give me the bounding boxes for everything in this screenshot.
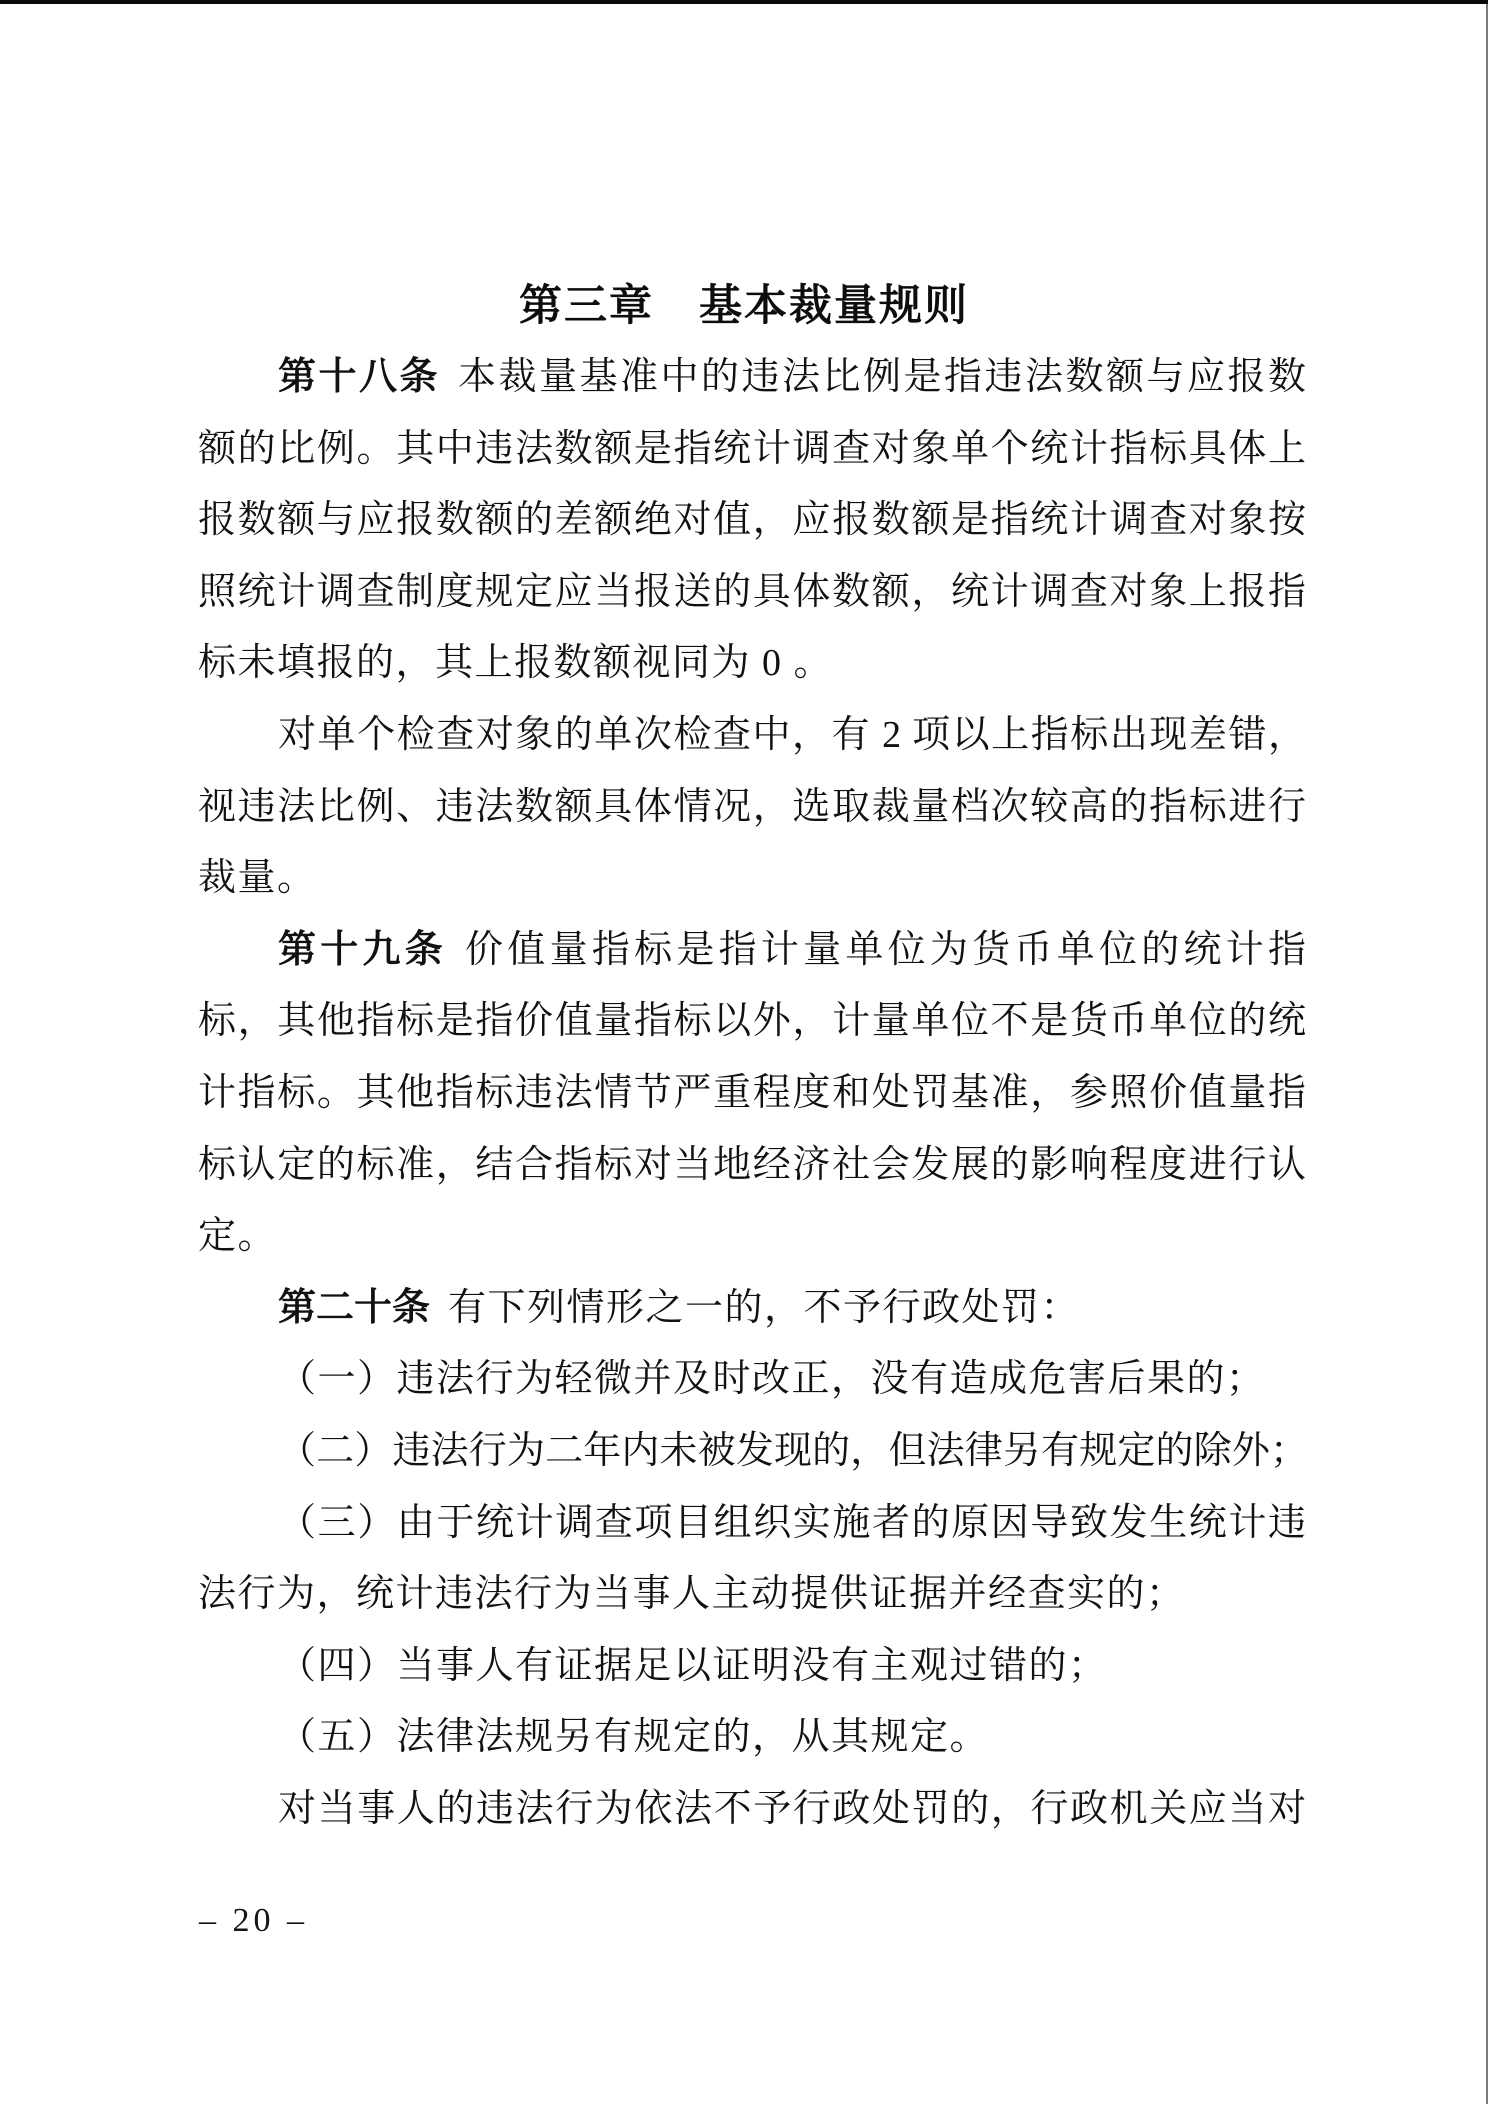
paragraph-line <box>198 1559 1306 1631</box>
paragraph-line <box>198 342 1306 414</box>
line-text: 定。 <box>198 1215 278 1258</box>
line-text: 对单个检查对象的单次检查中，有 2 项以上指标出现差错， <box>278 713 1306 756</box>
scan-top-edge <box>0 0 1488 4</box>
paragraph-line <box>198 915 1306 987</box>
chapter-title: 第三章 基本裁量规则 <box>519 282 969 330</box>
page-number: – 20 – <box>199 1902 308 1939</box>
paragraph-line <box>198 1344 1306 1416</box>
line-text: 视违法比例、违法数额具体情况，选取裁量档次较高的指标进行 <box>198 785 1306 828</box>
line-text: 价值量指标是指计量单位为货币单位的统计指 <box>465 928 1306 971</box>
article-number-label: 第十九条 <box>278 928 448 971</box>
paragraph-line <box>198 485 1306 557</box>
paragraph-line <box>198 1130 1306 1202</box>
line-text: （三）由于统计调查项目组织实施者的原因导致发生统计违 <box>278 1501 1306 1544</box>
line-text: 报数额与应报数额的差额绝对值，应报数额是指统计调查对象按 <box>198 499 1306 542</box>
article-number-label: 第二十条 <box>278 1286 431 1329</box>
line-text: 标未填报的，其上报数额视同为 0 。 <box>198 642 834 685</box>
paragraph-line <box>198 1201 1306 1273</box>
line-text: 额的比例。其中违法数额是指统计调查对象单个统计指标具体上 <box>198 427 1306 470</box>
paragraph-line <box>198 1273 1306 1345</box>
line-text: （一）违法行为轻微并及时改正，没有造成危害后果的； <box>278 1358 1266 1401</box>
paragraph-line <box>198 628 1306 700</box>
line-text: 裁量。 <box>198 857 317 900</box>
line-text: 有下列情形之一的，不予行政处罚： <box>448 1286 1081 1329</box>
paragraph-line <box>198 1416 1306 1488</box>
line-text: 本裁量基准中的违法比例是指违法数额与应报数 <box>458 356 1306 398</box>
paragraph-line <box>198 986 1306 1058</box>
paragraph-line <box>198 843 1306 915</box>
paragraph-line <box>198 700 1306 772</box>
article-number-label: 第十八条 <box>278 356 440 398</box>
line-text: （四）当事人有证据足以证明没有主观过错的； <box>278 1644 1108 1687</box>
line-text: 标，其他指标是指价值量指标以外，计量单位不是货币单位的统 <box>198 1000 1306 1043</box>
line-text: 照统计调查制度规定应当报送的具体数额，统计调查对象上报指 <box>198 570 1306 613</box>
paragraph-line <box>198 1058 1306 1130</box>
paragraph-line <box>198 1774 1306 1846</box>
paragraph-line <box>198 1631 1306 1703</box>
line-text: 对当事人的违法行为依法不予行政处罚的，行政机关应当对 <box>278 1787 1306 1830</box>
paragraph-line <box>198 1702 1306 1774</box>
paragraph-line <box>198 772 1306 844</box>
line-text: 法行为，统计违法行为当事人主动提供证据并经查实的； <box>198 1573 1186 1616</box>
paragraph-line <box>198 1488 1306 1560</box>
body-text-block <box>198 342 1306 1845</box>
paragraph-line <box>198 557 1306 629</box>
line-text: （五）法律法规另有规定的，从其规定。 <box>278 1716 990 1759</box>
line-text: 标认定的标准，结合指标对当地经济社会发展的影响程度进行认 <box>198 1143 1306 1186</box>
paragraph-line <box>198 414 1306 486</box>
line-text: 计指标。其他指标违法情节严重程度和处罚基准，参照价值量指 <box>198 1071 1306 1114</box>
line-text: （二）违法行为二年内未被发现的，但法律另有规定的除外； <box>278 1429 1306 1472</box>
